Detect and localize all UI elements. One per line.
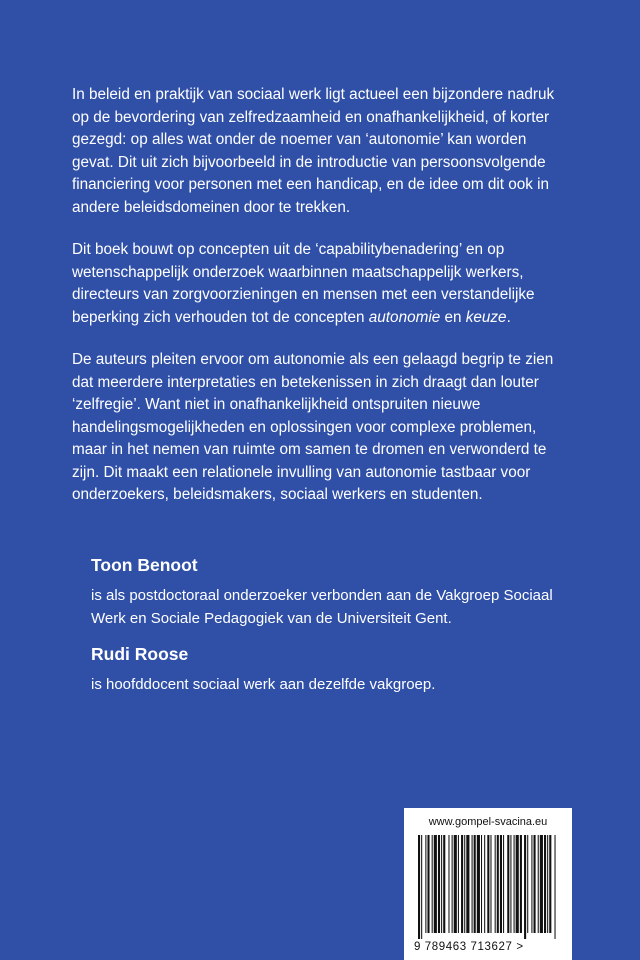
blurb-p2-emphasis-autonomie: autonomie bbox=[368, 308, 441, 326]
isbn-number: 9 789463 713627 > bbox=[414, 941, 524, 953]
barcode-bar bbox=[427, 835, 429, 933]
blurb-p2-text-mid: en bbox=[440, 308, 466, 326]
barcode-bar bbox=[516, 835, 519, 933]
barcode-bar bbox=[432, 835, 433, 933]
blurb-paragraph-1: In beleid en praktijk van sociaal werk ligt actueel een bijzondere nadruk op de bevordering van zelfredzaamheid en onafhankelijkheid, of korter gezegd: op alles wat onder de noemer van ‘autonomie’ kan worden gevat. Dit uit zich bijvoorbeeld in de introductie van persoonsvolgende financiering voor personen met een handicap, en de idee om dit ook in andere beleidsdomeinen door te trekken. bbox=[72, 86, 555, 216]
barcode-bar bbox=[540, 835, 543, 933]
barcode-bar bbox=[514, 835, 515, 933]
barcode-bar bbox=[425, 835, 426, 933]
barcode-bar bbox=[497, 835, 499, 933]
barcode-bar bbox=[466, 835, 469, 933]
barcode-bar bbox=[520, 835, 522, 933]
barcode-bar bbox=[418, 835, 420, 939]
barcode-bar bbox=[487, 835, 489, 933]
barcode-bar bbox=[441, 835, 442, 933]
author-name-2: Rudi Roose bbox=[91, 644, 189, 664]
barcode-bar bbox=[481, 835, 482, 933]
barcode-bar bbox=[421, 835, 422, 939]
blurb-p2-emphasis-keuze: keuze bbox=[465, 308, 507, 326]
author-section bbox=[91, 553, 571, 709]
barcode-bar bbox=[474, 835, 476, 933]
barcode-bar bbox=[452, 835, 453, 933]
barcode-bar bbox=[461, 835, 463, 933]
barcode-bar bbox=[454, 835, 457, 933]
isbn-barcode-icon bbox=[418, 835, 558, 939]
back-cover-blurb bbox=[72, 84, 572, 527]
barcode-bar bbox=[503, 835, 504, 933]
barcode-bar bbox=[458, 835, 459, 933]
barcode-bar bbox=[443, 835, 445, 933]
blurb-paragraph-3: De auteurs pleiten ervoor om autonomie als een gelaagd begrip te zien dat meerdere interpretaties en betekenissen in zich draagt dan louter ‘zelfregie’. Want niet in onafhankelijkheid ontspruiten nieuwe handelingsmogelijkheden en oplossingen voor complexe problemen, maar in het nemen van ruimte om samen te dromen en verwonderd te zijn. Dit maakt een relationele invulling van autonomie tastbaar voor onderzoekers, beleidsmakers, sociaal werkers en studenten. bbox=[72, 351, 554, 503]
barcode-bar bbox=[538, 835, 539, 933]
barcode-bar bbox=[490, 835, 491, 933]
barcode-bar bbox=[484, 835, 485, 933]
barcode-bar bbox=[477, 835, 480, 933]
barcode-bar bbox=[534, 835, 536, 933]
barcode-bar bbox=[438, 835, 440, 933]
barcode-bar bbox=[500, 835, 502, 933]
barcode-bar bbox=[547, 835, 548, 933]
barcode-bar bbox=[434, 835, 437, 933]
barcode-bar bbox=[524, 835, 526, 939]
author-bio-1: is als postdoctoraal onderzoeker verbonden aan de Vakgroep Sociaal Werk en Sociale Pedagogiek van de Universiteit Gent. bbox=[91, 587, 553, 627]
blurb-p2-text-start: Dit boek bouwt op concepten uit de ‘capabilitybenadering’ en op wetenschappelijk onderzoek waarbinnen maatschappelijk werkers, directeurs van zorgvoorzieningen en mensen met een verstandelijke beperking zich verhouden tot de concepten bbox=[72, 241, 535, 326]
barcode-bar bbox=[464, 835, 465, 933]
publisher-url: www.gompel-svacina.eu bbox=[428, 816, 548, 828]
barcode-bar bbox=[549, 835, 551, 933]
blurb-paragraph-2 bbox=[72, 239, 572, 329]
barcode-bar bbox=[531, 835, 532, 933]
barcode-bar bbox=[472, 835, 473, 933]
author-bio-2: is hoofddocent sociaal werk aan dezelfde vakgroep. bbox=[91, 676, 436, 693]
blurb-p2-text-end: . bbox=[506, 308, 511, 326]
author-name-1: Toon Benoot bbox=[91, 555, 198, 575]
barcode-bar bbox=[527, 835, 528, 933]
barcode-panel bbox=[404, 808, 572, 960]
barcode-bar bbox=[510, 835, 511, 933]
barcode-bar bbox=[495, 835, 496, 933]
barcode-bar bbox=[507, 835, 509, 933]
barcode-bar bbox=[555, 835, 556, 939]
barcode-bar bbox=[448, 835, 449, 933]
barcode-bar bbox=[544, 835, 546, 933]
